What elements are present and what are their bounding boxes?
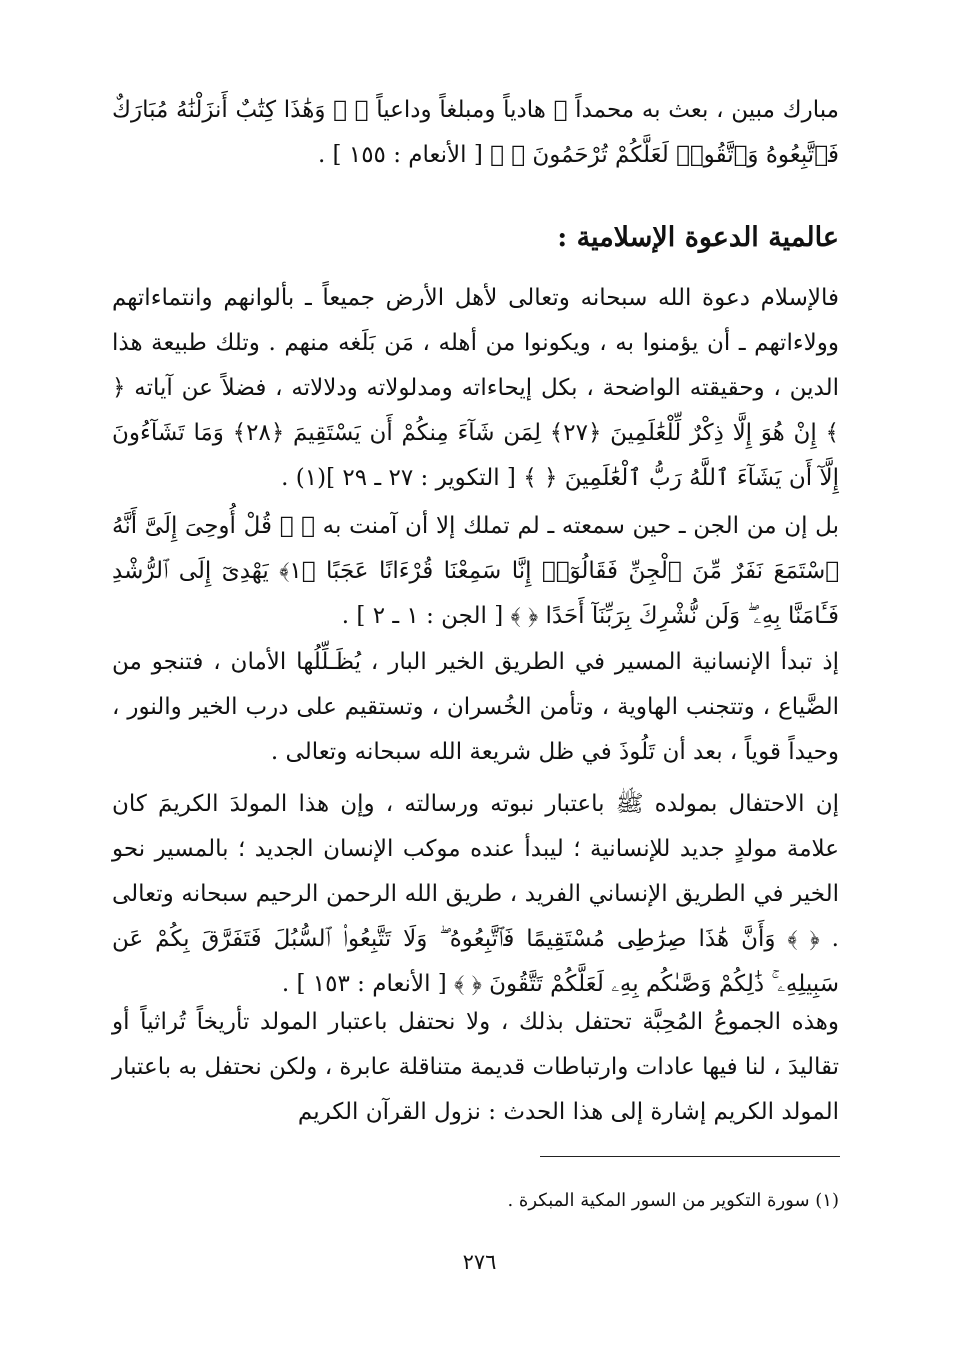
paragraph-jinn: بل إن من الجن ـ حين سمعته ـ لم تملك إلا أن آمنت به ﴿ ﴾ قُلْ أُوحِىَ إِلَىَّ أَنَّهُ ٱسْتَمَعَ نَفَرٌ مِّنَ ٱلْجِنِّ فَقَالُوٓا۟ إِنَّا سَمِعْنَا قُرْءَانًا عَجَبًا ﴿١﴾ يَهْدِىٓ إِلَى ٱلرُّشْدِ فَـَٔامَنَّا بِهِۦ ۖ وَلَن نُّشْرِكَ بِرَبِّنَآ أَحَدًا ﴿ ﴾ [ الجن : ١ ـ ٢ ] . [112, 513, 840, 629]
footnote-divider [540, 1156, 840, 1157]
paragraph-gatherings: وهذه الجموعُ المُحِبَّة تحتفل بذلك ، ولا نحتفل باعتبار المولد تأريخاً تُراثياً أو تقاليدَ ، لنا فيها عادات وارتباطات قديمة متناقلة عابرة ، ولكن نحتفل به باعتبار المولد الكريم إشارة إلى هذا الحدث : نزول القرآن الكريم [112, 1009, 839, 1125]
section-heading: عالمية الدعوة الإسلامية : [557, 222, 839, 253]
paragraph-humanity: إذ تبدأ الإنسانية المسير في الطريق الخير البار ، يُظَـلِّلُها الأمان ، فتنجو من الضَّياع ، وتتجنب الهاوية ، وتأمن الخُسران ، وتستقيم على درب الخير والنور ، وحيداً قوياً ، بعد أن تَلُوذَ في ظل شريعة الله سبحانه وتعالى . [112, 649, 839, 765]
page-number: ٢٧٦ [462, 1250, 497, 1274]
paragraph-celebration: إن الاحتفال بمولده ﷺ باعتبار نبوته ورسالته ، وإن هذا المولدَ الكريمَ كان علامة مولدٍ جديد للإنسانية ؛ ليبدأ عنده موكب الإنسان الجديد ؛ بالمسير نحو الخير في الطريق الإنساني الفريد ، طريق الله الرحمن الرحيم سبحانه وتعالى . ﴿ ﴾ وَأَنَّ هَٰذَا صِرَٰطِى مُسْتَقِيمًا فَٱتَّبِعُوهُ ۖ وَلَا تَتَّبِعُوا۟ ٱلسُّبُلَ فَتَفَرَّقَ بِكُمْ عَن سَبِيلِهِۦ ۚ ذَٰلِكُمْ وَصَّىٰكُم بِهِۦ لَعَلَّكُمْ تَتَّقُونَ ﴿ ﴾ [ الأنعام : ١٥٣ ] . [112, 791, 839, 997]
footnote: (١) سورة التكوير من السور المكية المبكرة . [507, 1190, 839, 1211]
paragraph-intro: مبارك مبين ، بعث به محمداً ﷺ هادياً ومبلغاً وداعياً ﴿ ﴾ وَهَٰذَا كِتَٰبٌ أَنزَلْنَٰهُ مُبَارَكٌ فَٱتَّبِعُوهُ وَٱتَّقُوا۟ لَعَلَّكُمْ تُرْحَمُونَ ﴿ ﴾ [ الأنعام : ١٥٥ ] . [112, 97, 839, 168]
paragraph-universality: فالإسلام دعوة الله سبحانه وتعالى لأهل الأرض جميعاً ـ بألوانهم وانتماءاتهم وولاءاتهم ـ أن يؤمنوا به ، ويكونوا من أهله ، مَن بَلَغه منهم . وتلك طبيعة هذا الدين ، وحقيقته الواضحة ، بكل إيحاءاته ومدلولاته ودلالاته ، فضلاً عن آياته ﴿ ﴾ إِنْ هُوَ إِلَّا ذِكْرٌ لِّلْعَٰلَمِينَ ﴿٢٧﴾ لِمَن شَآءَ مِنكُمْ أَن يَسْتَقِيمَ ﴿٢٨﴾ وَمَا تَشَآءُونَ إِلَّآ أَن يَشَآءَ ٱللَّهُ رَبُّ ٱلْعَٰلَمِينَ ﴿ ﴾ [ التكوير : ٢٧ ـ ٢٩ ](١) . [112, 285, 839, 491]
